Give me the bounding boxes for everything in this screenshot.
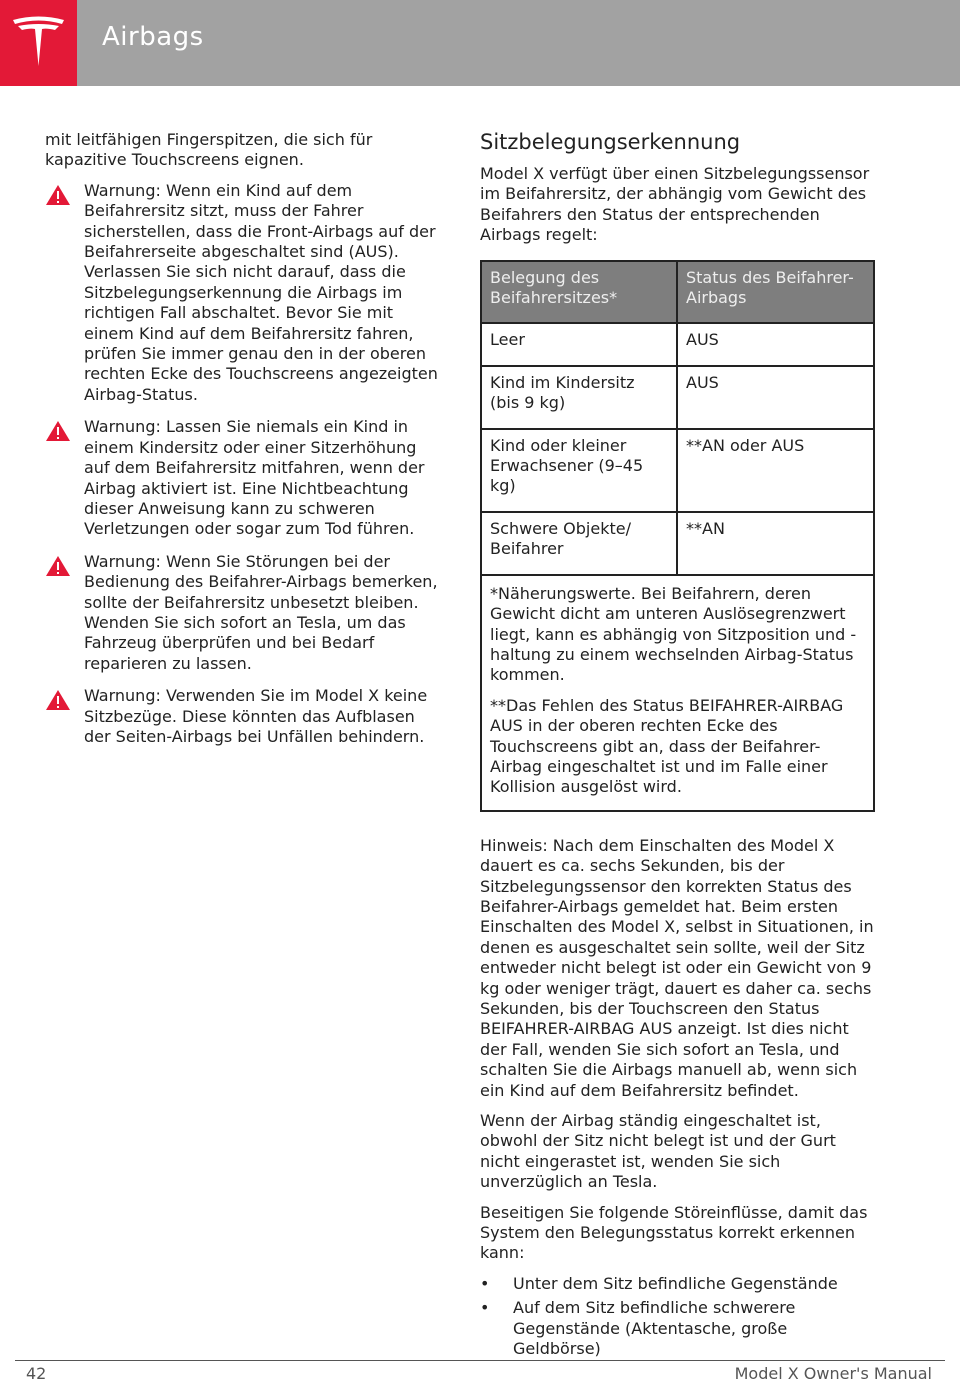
- table-cell: Leer: [481, 323, 677, 365]
- table-cell: Kind oder kleiner Erwachsener (9–45 kg): [481, 429, 677, 512]
- section-heading: Sitzbelegungserkennung: [480, 130, 741, 154]
- warning-text: Warnung: Verwenden Sie im Model X keine Sitzbezüge. Diese könnten das Aufblasen der Seiten-Airbags bei Unfällen behindern.: [84, 686, 428, 746]
- body-paragraph: Beseitigen Sie folgende Störeinflüsse, damit das System den Belegungsstatus korrekt erkennen kann:: [480, 1202, 868, 1263]
- warning-block: [45, 686, 440, 747]
- table-header-cell: Belegung des Beifahrersitzes*: [481, 261, 677, 324]
- list-item: • Auf dem Sitz befindliche schwerere Gegenstände (Aktentasche, große Geldbörse): [480, 1298, 875, 1359]
- table-cell: **AN oder AUS: [677, 429, 874, 512]
- logo-box: [0, 0, 77, 86]
- list-item: • Unter dem Sitz befindliche Gegenstände: [480, 1274, 875, 1294]
- table-footnote: *Näherungswerte. Bei Beifahrern, deren Gewicht dicht am unteren Auslösegrenzwert liegt, kann es abhängig von Sitzposition und -haltung zu einem wechselnden Airbag-Status kommen.: [490, 583, 857, 685]
- page-header: [0, 0, 960, 86]
- warning-triangle-icon: [45, 184, 71, 206]
- left-column: [45, 130, 440, 759]
- table-row: [481, 429, 874, 512]
- body-paragraph: Wenn der Airbag ständig eingeschaltet ist, obwohl der Sitz nicht belegt ist und der Gurt nicht eingerastet ist, wenden Sie sich unverzüglich an Tesla.: [480, 1111, 836, 1192]
- table-row: [481, 512, 874, 575]
- table-footnote: **Das Fehlen des Status BEIFAHRER-AIRBAG AUS in der oberen rechten Ecke des Touchscreens gibt an, dass der Beifahrer-Airbag eingeschaltet ist und im Falle einer Kollision ausgelöst wird.: [490, 695, 844, 797]
- manual-title: Model X Owner's Manual: [734, 1364, 932, 1383]
- warning-block: [45, 181, 440, 405]
- warning-block: [45, 417, 440, 539]
- warning-triangle-icon: [45, 420, 71, 442]
- table-note-row: [481, 575, 874, 811]
- occupancy-table: [480, 260, 875, 812]
- footer-divider: [15, 1360, 945, 1361]
- section-intro: Model X verfügt über einen Sitzbelegungssensor im Beifahrersitz, der abhängig vom Gewicht des Beifahrers den Status der entsprechenden Airbags regelt:: [480, 164, 870, 245]
- warning-text: Warnung: Wenn Sie Störungen bei der Bedienung des Beifahrer-Airbags bemerken, sollte der Beifahrersitz unbesetzt bleiben. Wenden Sie sich sofort an Tesla, um das Fahrzeug überprüfen und bei Bedarf reparieren zu lassen.: [84, 551, 438, 673]
- table-cell: Kind im Kindersitz (bis 9 kg): [481, 366, 677, 429]
- table-cell: Schwere Objekte/ Beifahrer: [481, 512, 677, 575]
- warning-triangle-icon: [45, 689, 71, 711]
- warning-triangle-icon: [45, 555, 71, 577]
- table-header-cell: Status des Beifahrer-Airbags: [677, 261, 874, 324]
- page-title: Airbags: [102, 22, 204, 52]
- table-cell: AUS: [677, 366, 874, 429]
- table-row: [481, 366, 874, 429]
- warning-text: Warnung: Lassen Sie niemals ein Kind in einem Kindersitz oder einer Sitzerhöhung auf dem Beifahrersitz mitfahren, wenn der Airbag aktiviert ist. Eine Nichtbeachtung dieser Anweisung kann zu schweren Verletzungen oder sogar zum Tod führen.: [84, 417, 425, 539]
- table-row: [481, 323, 874, 365]
- intro-text: mit leitfähigen Fingerspitzen, die sich für kapazitive Touchscreens eignen.: [45, 130, 373, 170]
- interference-list: [480, 1274, 875, 1360]
- table-header-row: [481, 261, 874, 324]
- warning-text: Warnung: Wenn ein Kind auf dem Beifahrersitz sitzt, muss der Fahrer sicherstellen, dass die Front-Airbags auf der Beifahrerseite abgeschaltet sind (AUS). Verlassen Sie sich nicht darauf, dass die Sitzbelegungserkennung die Airbags im richtigen Fall abschaltet. Bevor Sie mit einem Kind auf dem Beifahrersitz fahren, prüfen Sie immer genau den in der oberen rechten Ecke des Touchscreens angezeigten Airbag-Status.: [84, 180, 438, 404]
- table-cell: **AN: [677, 512, 874, 575]
- table-cell: AUS: [677, 323, 874, 365]
- warning-block: [45, 552, 440, 674]
- table-note-cell: [481, 575, 874, 811]
- body-paragraph: Hinweis: Nach dem Einschalten des Model X dauert es ca. sechs Sekunden, bis der Sitzbelegungssensor den korrekten Status des Beifahrer-Airbags gemeldet hat. Beim ersten Einschalten des Model X, selbst in Situationen, in denen es ausgeschaltet sein sollte, weil der Sitz entweder nicht belegt ist oder ein Gewicht von 9 kg oder weniger trägt, dauert es daher ca. sechs Sekunden, bis der Touchscreen den Status BEIFAHRER-AIRBAG AUS anzeigt. Ist dies nicht der Fall, wenden Sie sich sofort an Tesla, und schalten Sie die Airbags manuell ab, wenn sich ein Kind auf dem Beifahrersitz befindet.: [480, 835, 874, 1100]
- tesla-logo-icon: [11, 14, 66, 70]
- right-column: [480, 128, 875, 1364]
- page-number: 42: [26, 1364, 47, 1383]
